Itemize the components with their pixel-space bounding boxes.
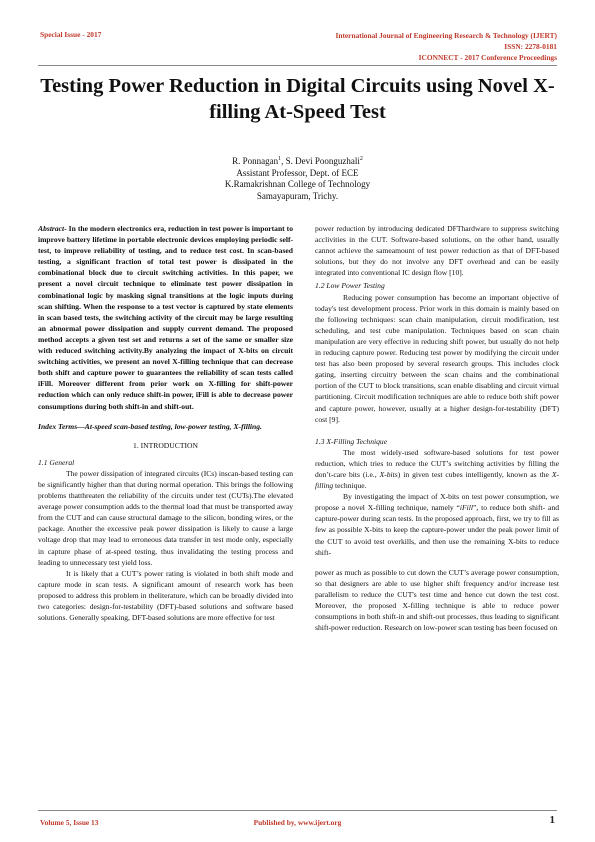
running-header-left: Special Issue - 2017 <box>40 30 102 39</box>
paragraph: Reducing power consumption has become an important objective of today's test development process. Prior work in this domain is mainly based on the following techniques: scan chain manipulation, circuit modification, test scheduling, and test cube manipulation. Techniques based on scan chain manipulation are very effective in reducing shift power, but usually do not help in reducing capture power. Reducing test power by modifying the circuit under test has also been proposed by several research groups. This includes clock gating, inserting circuitry between the scan chains and the combinational portion of the CUT to block transitions, scan enable disabling and circuit virtual partitioning. Circuit modification techniques are able to reduce both shift power and capture power, however, usually at a higher design-for-testability (DFT) cost [9]. <box>315 292 559 424</box>
paper-title: Testing Power Reduction in Digital Circuits using Novel X-filling At-Speed Test <box>40 75 555 123</box>
subsection-heading-x-filling: 1.3 X-Filling Technique <box>315 436 388 446</box>
paragraph: The most widely-used software-based solutions for test power reduction, which tries to reduce the CUT’s switching activities by filling the don’t-care bits (i.e., X-bits) in given test cubes intelligently, known as the X-filling technique. <box>315 447 559 491</box>
paragraph: power reduction by introducing dedicated DFThardware to suppress switching acclivities in the CUT. Software-based solutions, on the other hand, usually cannot achieve the sameamount of test power reduction as that of DFT-based solutions, but they do not involve any DFT overhead and can be easily integrated into conventional IC design flow [10]. <box>315 224 559 278</box>
left-column <box>38 223 293 623</box>
running-header-right <box>335 30 557 63</box>
page-number: 1 <box>549 814 555 826</box>
journal-name: International Journal of Engineering Research & Technology (IJERT) <box>335 31 557 40</box>
author-college: K.Ramakrishnan College of Technology <box>224 179 371 190</box>
paragraph: power as much as possible to cut down the CUT’s average power consumption, so that designers are able to use higher shift frequency and/or increase test parallelism to reduce the CUT's test time and hence cut down the test cost. Moreover, the proposed X-filling technique is able to reduce power consumptions in both shift-in and shift-out processes, thus leading to significant shift-power reduction. Research on low-power scan testing has been focused on <box>315 567 559 633</box>
author-place: Samayapuram, Trichy. <box>256 190 339 201</box>
subsection-heading-low-power: 1.2 Low Power Testing <box>315 281 385 291</box>
right-column <box>315 223 559 633</box>
paragraph: It is likely that a CUT’s power rating is violated in both shift mode and capture mode in scan tests. A significant amount of research work has been proposed to address this problem in theliterature, which can be broadly divided into two categories: design-for-testability (DFT)-based solutions and software based solutions. Generally speaking, DFT-based solutions are more effective for test <box>38 568 293 623</box>
conference-name: ICONNECT - 2017 Conference Proceedings <box>418 53 557 62</box>
author-position: Assistant Professor, Dept. of ECE <box>236 167 359 178</box>
header-rule <box>38 65 557 66</box>
paragraph: The power dissipation of integrated circuits (ICs) inscan-based testing can be significantly higher than that during normal operation. This brings the following problems thatthreaten the reliability of the circuits under test (CUTs).The elevated average power consumption adds to the thermal load that must be transported away from the CUT and can cause structural damage to the silicon, bonding wires, or the package. Another the excessive peak power dissipation is likely to cause a large voltage drop that may lead to erroneous data transfer in test mode only, especially in capture phase of at-speed testing, thus invalidating the testing process and leading to unnecessary test yield loss. <box>38 468 293 567</box>
author-names: R. Ponnagan$^1$, S. Devi Poonguzhali$^2$ <box>232 156 363 166</box>
issn: ISSN: 2278-0181 <box>504 42 557 51</box>
subsection-heading-general: 1.1 General <box>38 457 75 467</box>
author-block <box>0 154 595 202</box>
footer-volume: Volume 5, Issue 13 <box>40 818 99 827</box>
paragraph: By investigating the impact of X-bits on test power consumption, we propose a novel X-filling technique, namely “iFill”, to reduce both shift- and capture-power during scan tests. In the proposed approach, first, we try to fill as few as possible X-bits to keep the capture-power under the peak power limit of the CUT to avoid test overkills, and then use the remaining X-bits to reduce shift- <box>315 492 559 557</box>
section-heading-introduction: 1. INTRODUCTION <box>133 440 198 450</box>
index-terms: Index Terms—At-speed scan-based testing, low-power testing, X-filling. <box>38 421 262 431</box>
footer-rule <box>38 810 557 811</box>
footer-publisher: Published by, www.ijert.org <box>253 818 342 827</box>
abstract: Abstract- In the modern electronics era, reduction in test power is important to improve battery lifetime in portable electronic devices employing periodic self-test, to improve reliability of testing, and to reduce test cost. In scan-based testing, a significant fraction of total test power is dissipated in the combinational block due to circuit switching activities. In this paper, we present a novel circuit technique to eliminate test power dissipation in combinational logic by masking signal transitions at the logic inputs during scan shifting. When the response to a test vector is captured by state elements in scan based tests, the switching activity of the circuit may be large resulting an abnormal power dissipation and supply current demand. The proposed method accepts a given test set and returns a set of the same or smaller size with reduced switching activity.By analyzing the impact of X-bits on circuit switching activities, we present an novel X-filling technique that can decrease both shift and capture power to guarantees the reliability of scan tests called iFill. Moreover different from prior work on X-filling for shift-power reduction which can only reduce shift-in power, iFill is able to decrease power consumptions during both shift-in and shift-out. <box>38 224 293 411</box>
